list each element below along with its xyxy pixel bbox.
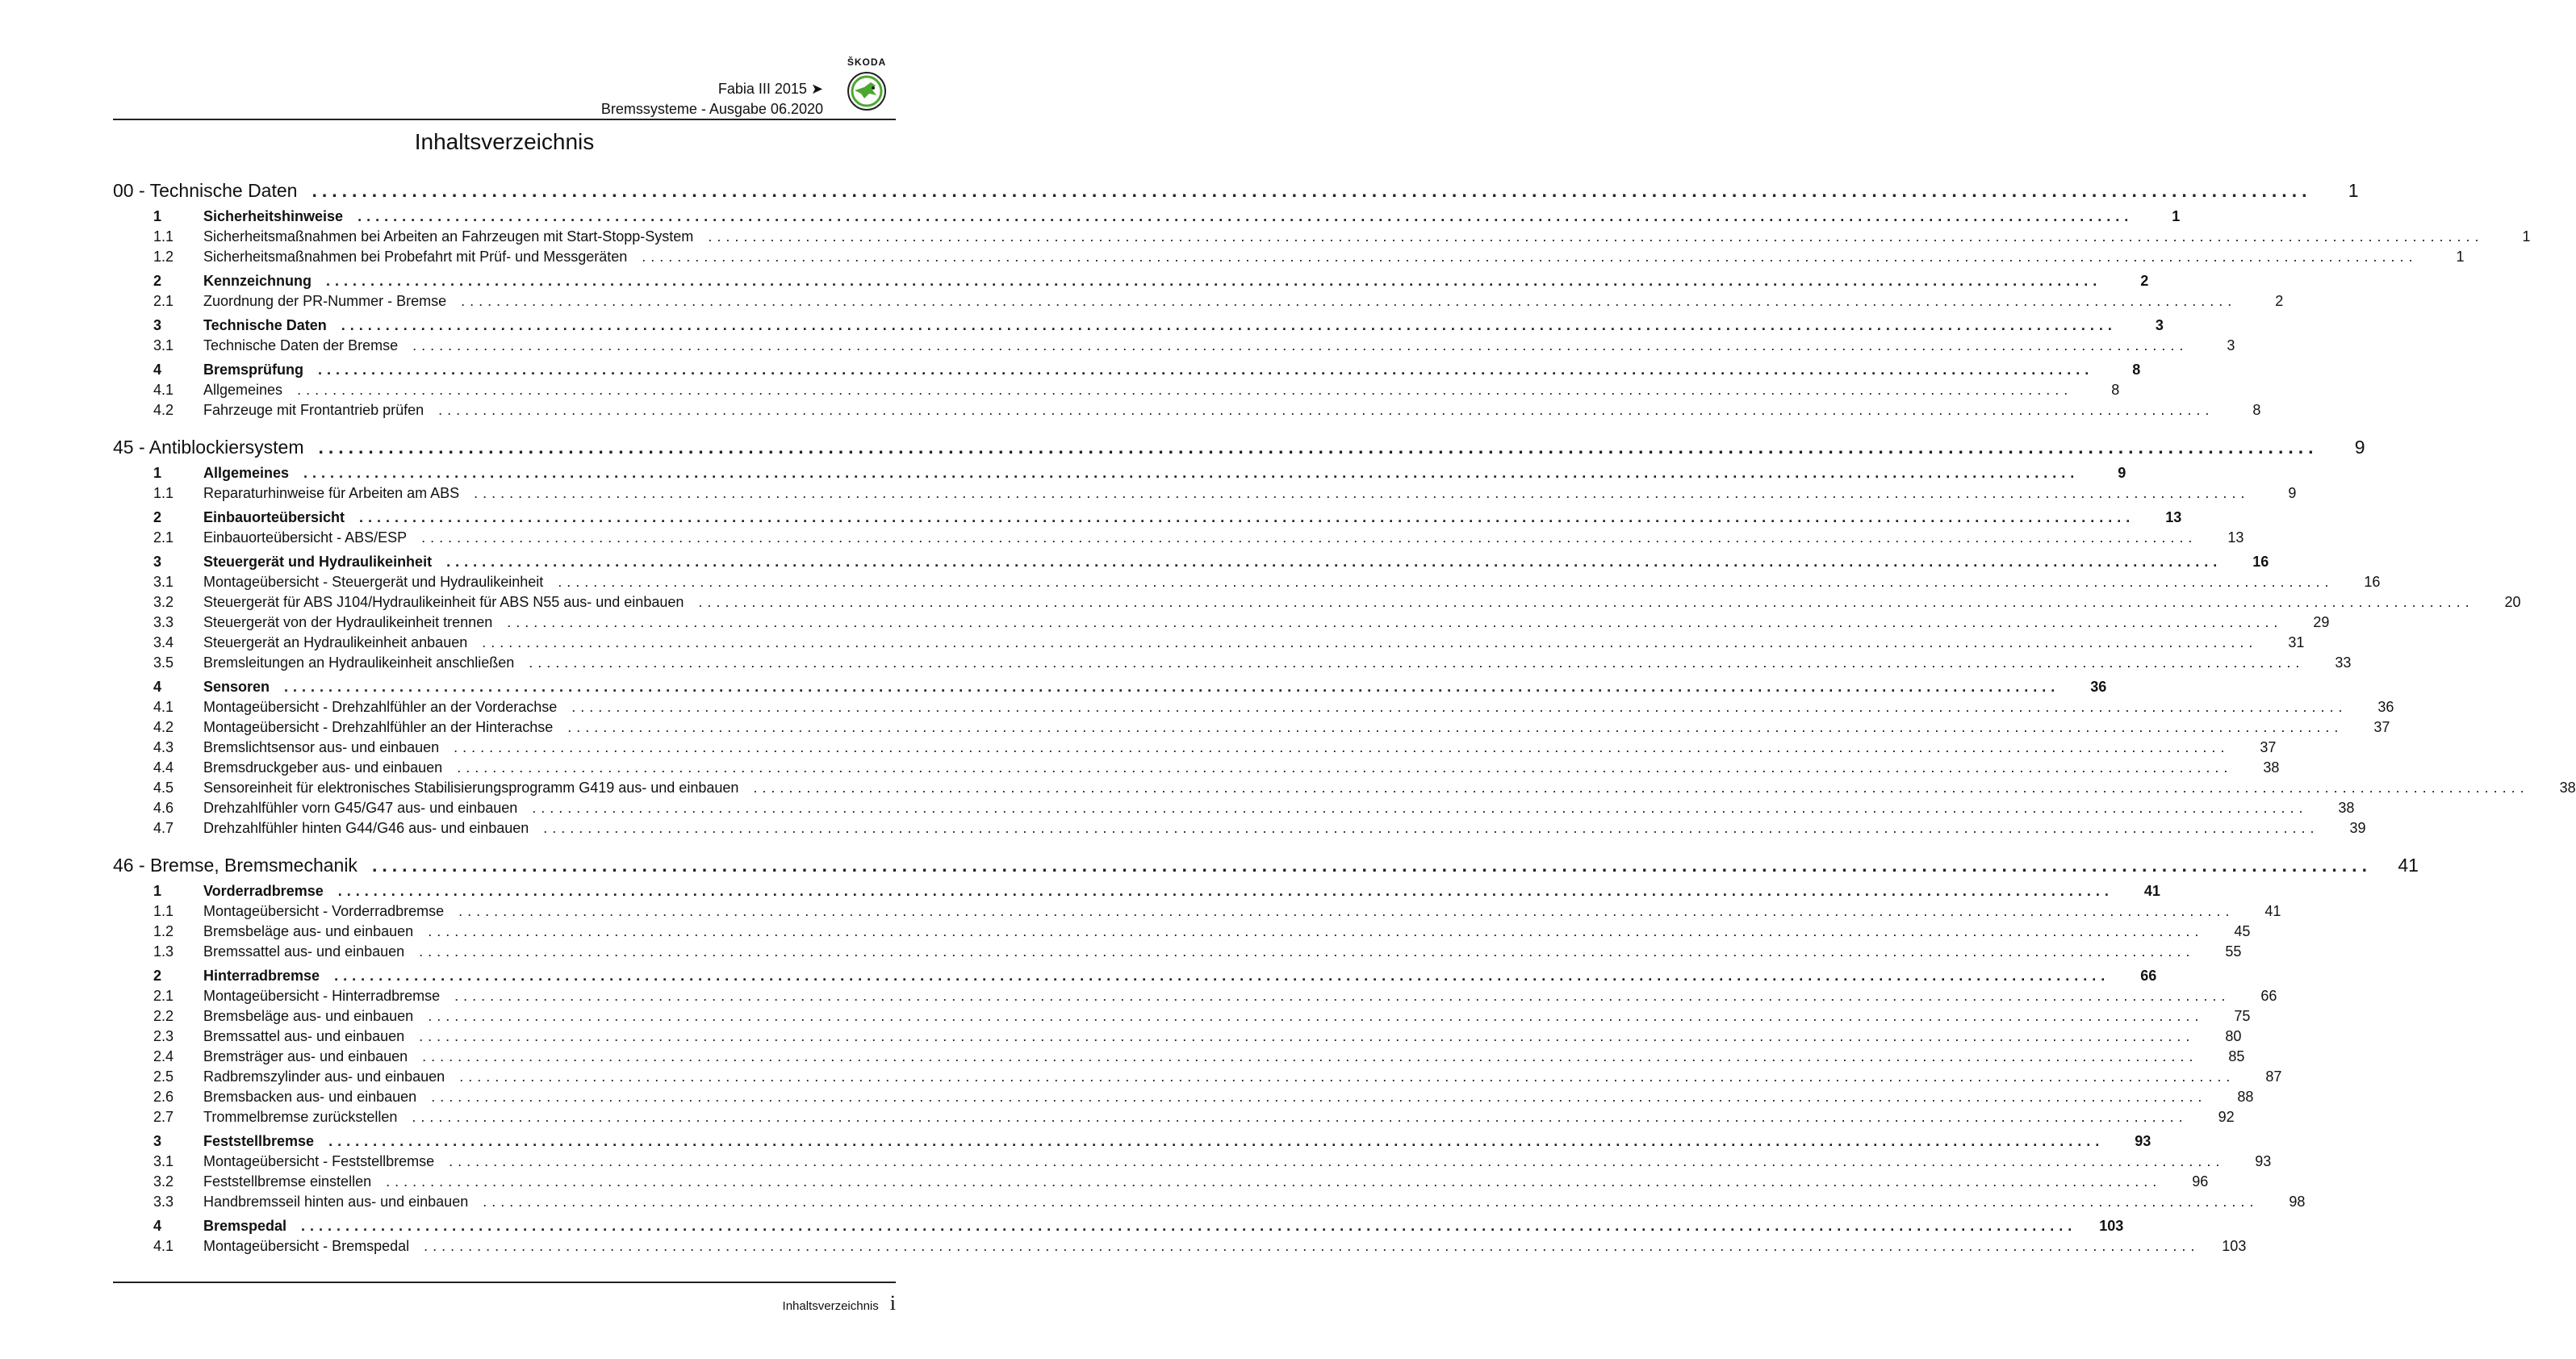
entry-number: 1.3 bbox=[153, 943, 174, 960]
dot-leader: ........................................................................................................................................................................................................ bbox=[318, 362, 2094, 378]
toc-subsection[interactable] bbox=[113, 1089, 2254, 1109]
toc-subsection[interactable] bbox=[113, 1194, 2306, 1214]
entry-number: 1.1 bbox=[153, 903, 174, 919]
entry-page-number: 41 bbox=[2398, 855, 2419, 876]
dot-leader: ........................................................................................................................................................................................................ bbox=[312, 180, 2312, 201]
entry-number: 4.4 bbox=[153, 759, 174, 776]
entry-number: 2.1 bbox=[153, 293, 174, 309]
entry-title: Trommelbremse zurückstellen bbox=[203, 1109, 398, 1125]
entry-title: 45 - Antiblockiersystem bbox=[113, 437, 304, 458]
entry-page-number: 13 bbox=[2165, 509, 2182, 525]
dot-leader: ........................................................................................................................................................................................................ bbox=[558, 574, 2334, 590]
entry-title: Steuergerät für ABS J104/Hydraulikeinheit für ABS N55 aus- und einbauen bbox=[203, 594, 684, 610]
entry-title: Hinterradbremse bbox=[203, 968, 320, 984]
dot-leader: ........................................................................................................................................................................................................ bbox=[412, 337, 2189, 353]
toc-subsection[interactable] bbox=[113, 402, 2261, 422]
entry-number: 3.2 bbox=[153, 1173, 174, 1190]
toc-subsection[interactable] bbox=[113, 1109, 2235, 1129]
entry-page-number: 1 bbox=[2348, 180, 2359, 201]
dot-leader: ........................................................................................................................................................................................................ bbox=[359, 509, 2135, 525]
dot-leader: ........................................................................................................................................................................................................ bbox=[454, 988, 2231, 1004]
entry-title: Steuergerät an Hydraulikeinheit anbauen bbox=[203, 634, 468, 650]
entry-title: Sicherheitsmaßnahmen bei Arbeiten an Fahrzeugen mit Start-Stopp-System bbox=[203, 228, 694, 245]
dot-leader: ........................................................................................................................................................................................................ bbox=[532, 800, 2308, 816]
dot-leader: ........................................................................................................................................................................................................ bbox=[318, 437, 2319, 458]
toc-section[interactable] bbox=[113, 465, 2126, 485]
dot-leader: ........................................................................................................................................................................................................ bbox=[457, 759, 2233, 776]
dot-leader: ........................................................................................................................................................................................................ bbox=[421, 529, 2198, 546]
dot-leader: ........................................................................................................................................................................................................ bbox=[328, 1133, 2105, 1149]
entry-number: 2.6 bbox=[153, 1089, 174, 1105]
entry-number: 3.3 bbox=[153, 1194, 174, 1210]
entry-number: 2.1 bbox=[153, 529, 174, 546]
entry-number: 4.6 bbox=[153, 800, 174, 816]
toc-subsection[interactable] bbox=[113, 654, 2352, 675]
dot-leader: ........................................................................................................................................................................................................ bbox=[371, 855, 2372, 876]
page-header bbox=[113, 48, 896, 119]
toc-section[interactable] bbox=[113, 362, 2141, 382]
dot-leader: ........................................................................................................................................................................................................ bbox=[428, 923, 2204, 939]
dot-leader: ........................................................................................................................................................................................................ bbox=[567, 719, 2344, 735]
entry-number: 4.2 bbox=[153, 402, 174, 418]
toc-section[interactable] bbox=[113, 679, 2107, 699]
dot-leader: ........................................................................................................................................................................................................ bbox=[303, 465, 2080, 481]
header-text bbox=[601, 79, 823, 119]
entry-title: Feststellbremse bbox=[203, 1133, 315, 1149]
footer-page-number: i bbox=[889, 1291, 896, 1315]
entry-number: 2.1 bbox=[153, 988, 174, 1004]
entry-page-number: 2 bbox=[2275, 293, 2284, 309]
entry-title: Einbauorteübersicht bbox=[203, 509, 345, 525]
toc-chapter[interactable] bbox=[113, 437, 2365, 461]
entry-number: 4.3 bbox=[153, 739, 174, 755]
entry-title: Handbremsseil hinten aus- und einbauen bbox=[203, 1194, 469, 1210]
dot-leader: ........................................................................................................................................................................................................ bbox=[571, 699, 2348, 715]
dot-leader: ........................................................................................................................................................................................................ bbox=[301, 1218, 2077, 1234]
entry-page-number: 66 bbox=[2140, 968, 2157, 984]
entry-title: Montageübersicht - Steuergerät und Hydraulikeinheit bbox=[203, 574, 544, 590]
entry-title: Sicherheitsmaßnahmen bei Probefahrt mit Prüf- und Messgeräten bbox=[203, 249, 628, 265]
dot-leader: ........................................................................................................................................................................................................ bbox=[334, 968, 2110, 984]
entry-title: 00 - Technische Daten bbox=[113, 180, 298, 201]
header-model: Fabia III 2015 ➤ bbox=[717, 81, 823, 97]
entry-title: Radbremszylinder aus- und einbauen bbox=[203, 1068, 445, 1085]
entry-page-number: 88 bbox=[2237, 1089, 2254, 1105]
entry-number: 1.2 bbox=[153, 249, 174, 265]
entry-number: 4.1 bbox=[153, 382, 174, 398]
entry-title: Sensoreinheit für elektronisches Stabilisierungsprogramm G419 aus- und einbauen bbox=[203, 780, 739, 796]
page-title: Inhaltsverzeichnis bbox=[414, 129, 595, 154]
toc-subsection[interactable] bbox=[113, 614, 2330, 634]
dot-leader: ........................................................................................................................................................................................................ bbox=[543, 820, 2319, 836]
entry-title: Allgemeines bbox=[203, 465, 290, 481]
toc-subsection[interactable] bbox=[113, 337, 2235, 358]
table-of-contents bbox=[113, 180, 2576, 1258]
entry-number: 2.7 bbox=[153, 1109, 174, 1125]
entry-page-number: 41 bbox=[2143, 883, 2160, 899]
toc-chapter[interactable] bbox=[113, 855, 2419, 879]
entry-page-number: 41 bbox=[2264, 903, 2281, 919]
entry-title: Drehzahlfühler hinten G44/G46 aus- und einbauen bbox=[203, 820, 529, 836]
entry-number: 4.5 bbox=[153, 780, 174, 796]
page-footer bbox=[783, 1291, 896, 1315]
toc-subsection[interactable] bbox=[113, 634, 2305, 654]
entry-page-number: 87 bbox=[2265, 1068, 2282, 1085]
entry-title: Bremslichtsensor aus- und einbauen bbox=[203, 739, 440, 755]
entry-number: 4 bbox=[153, 1218, 162, 1234]
entry-number: 4.1 bbox=[153, 699, 174, 715]
entry-title: Vorderradbremse bbox=[203, 883, 324, 899]
entry-number: 3 bbox=[153, 1133, 162, 1149]
entry-number: 1.1 bbox=[153, 228, 174, 245]
toc-subsection[interactable] bbox=[113, 529, 2244, 550]
toc-subsection[interactable] bbox=[113, 485, 2297, 505]
entry-page-number: 16 bbox=[2252, 554, 2269, 570]
entry-title: Steuergerät von der Hydraulikeinheit trennen bbox=[203, 614, 493, 630]
entry-page-number: 45 bbox=[2234, 923, 2251, 939]
entry-page-number: 8 bbox=[2132, 362, 2141, 378]
entry-page-number: 13 bbox=[2227, 529, 2244, 546]
brand-wordmark: ŠKODA bbox=[847, 56, 887, 68]
entry-number: 1.1 bbox=[153, 485, 174, 501]
entry-page-number: 1 bbox=[2456, 249, 2465, 265]
entry-number: 2 bbox=[153, 273, 162, 289]
toc-subsection[interactable] bbox=[113, 249, 2465, 269]
entry-title: Bremsleitungen an Hydraulikeinheit anschließen bbox=[203, 654, 515, 671]
dot-leader: ........................................................................................................................................................................................................ bbox=[461, 293, 2237, 309]
entry-number: 3.3 bbox=[153, 614, 174, 630]
toc-subsection[interactable] bbox=[113, 943, 2242, 964]
toc-subsection[interactable] bbox=[113, 903, 2281, 923]
entry-page-number: 75 bbox=[2234, 1008, 2251, 1024]
entry-number: 2.4 bbox=[153, 1048, 174, 1064]
toc-section[interactable] bbox=[113, 968, 2157, 988]
entry-page-number: 93 bbox=[2135, 1133, 2152, 1149]
entry-title: Montageübersicht - Vorderradbremse bbox=[203, 903, 445, 919]
entry-page-number: 85 bbox=[2228, 1048, 2245, 1064]
entry-page-number: 8 bbox=[2252, 402, 2261, 418]
entry-number: 1 bbox=[153, 465, 162, 481]
entry-page-number: 93 bbox=[2255, 1153, 2272, 1169]
entry-title: Bremspedal bbox=[203, 1218, 287, 1234]
toc-section[interactable] bbox=[113, 1133, 2152, 1153]
entry-page-number: 38 bbox=[2263, 759, 2280, 776]
skoda-badge-icon bbox=[847, 71, 887, 111]
dot-leader: ........................................................................................................................................................................................................ bbox=[386, 1173, 2162, 1190]
entry-number: 2 bbox=[153, 968, 162, 984]
toc-subsection[interactable] bbox=[113, 759, 2280, 780]
entry-page-number: 38 bbox=[2338, 800, 2355, 816]
toc-subsection[interactable] bbox=[113, 574, 2381, 594]
entry-number: 3 bbox=[153, 317, 162, 333]
entry-number: 3.1 bbox=[153, 574, 174, 590]
dot-leader: ........................................................................................................................................................................................................ bbox=[474, 485, 2250, 501]
entry-page-number: 9 bbox=[2118, 465, 2126, 481]
entry-page-number: 29 bbox=[2313, 614, 2330, 630]
toc-subsection[interactable] bbox=[113, 719, 2390, 739]
dot-leader: ........................................................................................................................................................................................................ bbox=[297, 382, 2073, 398]
entry-number: 2.3 bbox=[153, 1028, 174, 1044]
entry-title: Bremssattel aus- und einbauen bbox=[203, 1028, 405, 1044]
toc-subsection[interactable] bbox=[113, 800, 2355, 820]
entry-number: 4.2 bbox=[153, 719, 174, 735]
entry-page-number: 33 bbox=[2335, 654, 2352, 671]
entry-number: 3.5 bbox=[153, 654, 174, 671]
dot-leader: ........................................................................................................................................................................................................ bbox=[424, 1238, 2200, 1254]
dot-leader: ........................................................................................................................................................................................................ bbox=[459, 1068, 2235, 1085]
entry-number: 1 bbox=[153, 208, 162, 224]
dot-leader: ........................................................................................................................................................................................................ bbox=[431, 1089, 2207, 1105]
entry-title: Montageübersicht - Drehzahlfühler an der Hinterachse bbox=[203, 719, 554, 735]
toc-section[interactable] bbox=[113, 883, 2160, 903]
entry-page-number: 98 bbox=[2289, 1194, 2306, 1210]
entry-number: 4.7 bbox=[153, 820, 174, 836]
dot-leader: ........................................................................................................................................................................................................ bbox=[341, 317, 2117, 333]
dot-leader: ........................................................................................................................................................................................................ bbox=[446, 554, 2223, 570]
entry-title: Bremsdruckgeber aus- und einbauen bbox=[203, 759, 443, 776]
entry-number: 3.2 bbox=[153, 594, 174, 610]
entry-page-number: 9 bbox=[2288, 485, 2297, 501]
header-edition: Bremssysteme - Ausgabe 06.2020 bbox=[600, 101, 823, 117]
dot-leader: ........................................................................................................................................................................................................ bbox=[698, 594, 2474, 610]
toc-subsection[interactable] bbox=[113, 594, 2521, 614]
entry-page-number: 2 bbox=[2140, 273, 2149, 289]
dot-leader: ........................................................................................................................................................................................................ bbox=[326, 273, 2102, 289]
entry-number: 1 bbox=[153, 883, 162, 899]
entry-title: Kennzeichnung bbox=[203, 273, 312, 289]
entry-number: 1.2 bbox=[153, 923, 174, 939]
entry-page-number: 96 bbox=[2192, 1173, 2209, 1190]
dot-leader: ........................................................................................................................................................................................................ bbox=[529, 654, 2305, 671]
toc-subsection[interactable] bbox=[113, 988, 2277, 1008]
toc-subsection[interactable] bbox=[113, 699, 2394, 719]
toc-subsection[interactable] bbox=[113, 1048, 2245, 1068]
toc-section[interactable] bbox=[113, 554, 2269, 574]
entry-title: Bremsbacken aus- und einbauen bbox=[203, 1089, 417, 1105]
entry-title: Feststellbremse einstellen bbox=[203, 1173, 372, 1190]
entry-title: Bremssattel aus- und einbauen bbox=[203, 943, 405, 960]
entry-number: 4.1 bbox=[153, 1238, 174, 1254]
entry-number: 4 bbox=[153, 362, 162, 378]
entry-page-number: 31 bbox=[2288, 634, 2305, 650]
dot-leader: ........................................................................................................................................................................................................ bbox=[422, 1048, 2198, 1064]
dot-leader: ........................................................................................................................................................................................................ bbox=[642, 249, 2418, 265]
dot-leader: ........................................................................................................................................................................................................ bbox=[454, 739, 2230, 755]
dot-leader: ........................................................................................................................................................................................................ bbox=[337, 883, 2114, 899]
entry-page-number: 37 bbox=[2260, 739, 2277, 755]
entry-page-number: 1 bbox=[2522, 228, 2531, 245]
dot-leader: ........................................................................................................................................................................................................ bbox=[449, 1153, 2225, 1169]
entry-title: Bremsbeläge aus- und einbauen bbox=[203, 1008, 414, 1024]
entry-title: Fahrzeuge mit Frontantrieb prüfen bbox=[203, 402, 424, 418]
entry-title: Steuergerät und Hydraulikeinheit bbox=[203, 554, 433, 570]
toc-section[interactable] bbox=[113, 509, 2182, 529]
toc-subsection[interactable] bbox=[113, 382, 2120, 402]
entry-page-number: 37 bbox=[2373, 719, 2390, 735]
entry-title: Bremsbeläge aus- und einbauen bbox=[203, 923, 414, 939]
toc-subsection[interactable] bbox=[113, 1068, 2282, 1089]
entry-page-number: 20 bbox=[2504, 594, 2521, 610]
entry-number: 3.1 bbox=[153, 337, 174, 353]
toc-section[interactable] bbox=[113, 1218, 2124, 1238]
toc-subsection[interactable] bbox=[113, 780, 2576, 800]
toc-subsection[interactable] bbox=[113, 1238, 2247, 1258]
toc-subsection[interactable] bbox=[113, 228, 2531, 249]
entry-title: 46 - Bremse, Bremsmechanik bbox=[113, 855, 358, 876]
entry-page-number: 66 bbox=[2260, 988, 2277, 1004]
toc-subsection[interactable] bbox=[113, 820, 2366, 840]
entry-title: Technische Daten bbox=[203, 317, 327, 333]
entry-title: Reparaturhinweise für Arbeiten am ABS bbox=[203, 485, 460, 501]
dot-leader: ........................................................................................................................................................................................................ bbox=[412, 1109, 2188, 1125]
entry-number: 2.5 bbox=[153, 1068, 174, 1085]
toc-section[interactable] bbox=[113, 273, 2149, 293]
entry-number: 3.4 bbox=[153, 634, 174, 650]
entry-page-number: 16 bbox=[2364, 574, 2381, 590]
entry-page-number: 80 bbox=[2225, 1028, 2242, 1044]
entry-number: 2.2 bbox=[153, 1008, 174, 1024]
dot-leader: ........................................................................................................................................................................................................ bbox=[708, 228, 2484, 245]
dot-leader: ........................................................................................................................................................................................................ bbox=[419, 1028, 2195, 1044]
toc-subsection[interactable] bbox=[113, 1173, 2209, 1194]
entry-number: 3 bbox=[153, 554, 162, 570]
entry-title: Bremsprüfung bbox=[203, 362, 304, 378]
dot-leader: ........................................................................................................................................................................................................ bbox=[483, 1194, 2259, 1210]
brand-logo bbox=[841, 56, 893, 115]
toc-section[interactable] bbox=[113, 317, 2164, 337]
toc-subsection[interactable] bbox=[113, 293, 2284, 313]
entry-page-number: 39 bbox=[2349, 820, 2366, 836]
entry-title: Bremsträger aus- und einbauen bbox=[203, 1048, 408, 1064]
header-rule bbox=[113, 119, 896, 120]
entry-title: Technische Daten der Bremse bbox=[203, 337, 399, 353]
entry-title: Montageübersicht - Bremspedal bbox=[203, 1238, 410, 1254]
entry-title: Zuordnung der PR-Nummer - Bremse bbox=[203, 293, 447, 309]
entry-title: Drehzahlfühler vorn G45/G47 aus- und einbauen bbox=[203, 800, 518, 816]
dot-leader: ........................................................................................................................................................................................................ bbox=[428, 1008, 2204, 1024]
dot-leader: ........................................................................................................................................................................................................ bbox=[358, 208, 2134, 224]
dot-leader: ........................................................................................................................................................................................................ bbox=[482, 634, 2258, 650]
dot-leader: ........................................................................................................................................................................................................ bbox=[507, 614, 2283, 630]
toc-subsection[interactable] bbox=[113, 1028, 2242, 1048]
dot-leader: ........................................................................................................................................................................................................ bbox=[458, 903, 2235, 919]
footer-rule bbox=[113, 1282, 896, 1283]
entry-title: Sicherheitshinweise bbox=[203, 208, 344, 224]
toc-section[interactable] bbox=[113, 208, 2181, 228]
toc-subsection[interactable] bbox=[113, 1008, 2251, 1028]
entry-page-number: 9 bbox=[2354, 437, 2365, 458]
entry-page-number: 3 bbox=[2155, 317, 2164, 333]
entry-number: 3.1 bbox=[153, 1153, 174, 1169]
footer-label: Inhaltsverzeichnis bbox=[782, 1299, 879, 1313]
entry-page-number: 38 bbox=[2559, 780, 2576, 796]
entry-title: Montageübersicht - Hinterradbremse bbox=[203, 988, 441, 1004]
toc-subsection[interactable] bbox=[113, 1153, 2272, 1173]
dot-leader: ........................................................................................................................................................................................................ bbox=[284, 679, 2060, 695]
entry-number: 2 bbox=[153, 509, 162, 525]
entry-page-number: 92 bbox=[2218, 1109, 2235, 1125]
entry-page-number: 103 bbox=[2099, 1218, 2124, 1234]
entry-title: Einbauorteübersicht - ABS/ESP bbox=[203, 529, 408, 546]
toc-subsection[interactable] bbox=[113, 739, 2277, 759]
toc-subsection[interactable] bbox=[113, 923, 2251, 943]
dot-leader: ........................................................................................................................................................................................................ bbox=[438, 402, 2214, 418]
dot-leader: ........................................................................................................................................................................................................ bbox=[753, 780, 2529, 796]
entry-page-number: 103 bbox=[2222, 1238, 2247, 1254]
entry-title: Sensoren bbox=[203, 679, 270, 695]
entry-number: 4 bbox=[153, 679, 162, 695]
entry-title: Montageübersicht - Drehzahlfühler an der Vorderachse bbox=[203, 699, 558, 715]
entry-title: Montageübersicht - Feststellbremse bbox=[203, 1153, 435, 1169]
entry-page-number: 36 bbox=[2377, 699, 2394, 715]
toc-chapter[interactable] bbox=[113, 180, 2359, 204]
entry-page-number: 8 bbox=[2111, 382, 2120, 398]
entry-page-number: 55 bbox=[2225, 943, 2242, 960]
entry-page-number: 36 bbox=[2090, 679, 2107, 695]
entry-page-number: 1 bbox=[2172, 208, 2181, 224]
entry-title: Allgemeines bbox=[203, 382, 283, 398]
entry-page-number: 3 bbox=[2227, 337, 2235, 353]
dot-leader: ........................................................................................................................................................................................................ bbox=[419, 943, 2195, 960]
